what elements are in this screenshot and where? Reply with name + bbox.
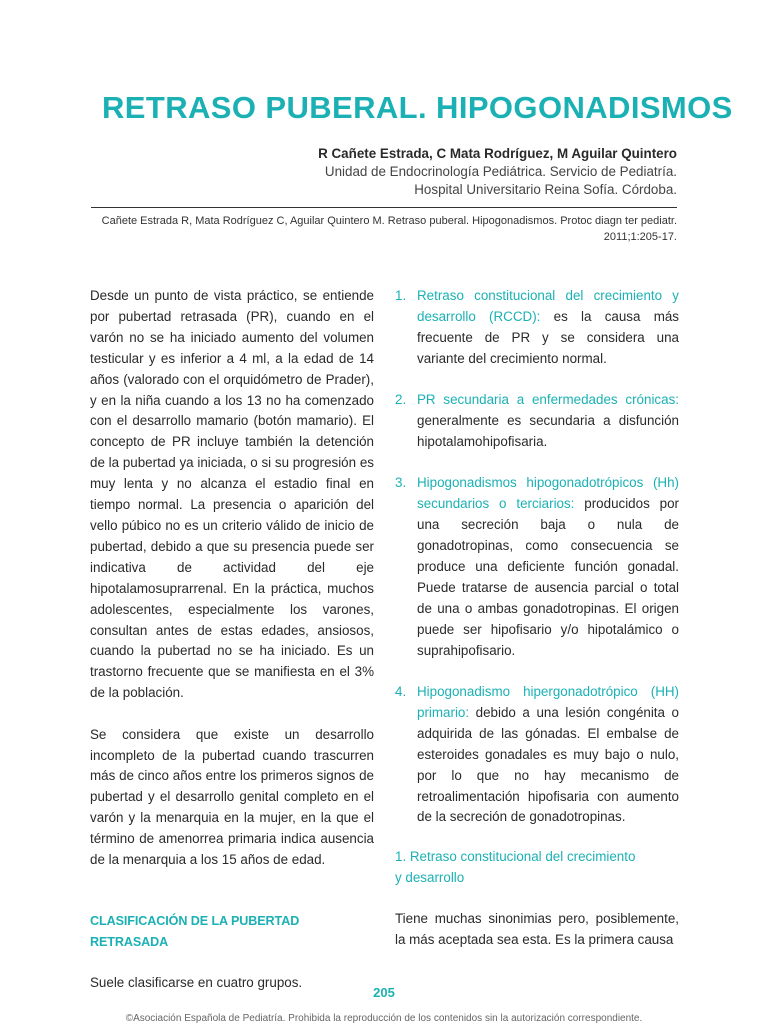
list-number: 4.	[395, 684, 407, 699]
header-divider	[91, 207, 677, 208]
list-heading: Hipogonadismos hipogonadotrópicos (Hh) secundarios o terciarios:	[417, 475, 679, 512]
list-body	[417, 682, 679, 828]
list-body	[417, 286, 679, 370]
list-number: 2.	[395, 392, 407, 408]
citation: Cañete Estrada R, Mata Rodríguez C, Aguilar Quintero M. Retraso puberal. Hipogonadismos. Protoc diagn ter pediatr. 2011;1:205-17.	[101, 215, 677, 243]
list-body	[417, 473, 679, 661]
subsection-line-2: y desarrollo	[395, 870, 465, 886]
article-title: RETRASO PUBERAL. HIPOGONADISMOS	[102, 90, 733, 125]
list-text: debido a una lesión congénita o adquirida de las gónadas. El embalse de esteroides gonadales es muy bajo o nulo, por lo que no hay mecanismo de retroalimentación hipofisaria con aumento de la secreción de gonadotropinas.	[417, 704, 679, 825]
intro-paragraph: Desde un punto de vista práctico, se entiende por pubertad retrasada (PR), cuando en el varón no se ha iniciado aumento del volumen testicular y es inferior a 4 ml, a la edad de 14 años (valorado con el orquidómetro de Prader), y en la niña cuando a los 13 no ha comenzado con el desarrollo mamario (botón mamario). El concepto de PR incluye también la detención de la pubertad ya iniciada, o si su progresión es muy lenta y no alcanza el estadio final en tiempo normal. La presencia o aparición del vello púbico no es un criterio válido de inicio de pubertad, debido a que su presencia puede ser indicativa de actividad del eje hipotalamosuprarrenal. En la práctica, muchos adolescentes, especialmente los varones, consultan antes de estas edades, ansiosos, cuando la pubertad no se ha iniciado. Es un trastorno frecuente que se manifiesta en el 3% de la población.	[90, 288, 374, 701]
list-item	[395, 390, 679, 453]
authors-block	[117, 145, 677, 199]
list-number: 3.	[395, 475, 407, 491]
list-heading: Hipogonadismo hipergonadotrópico (HH) primario:	[417, 684, 679, 720]
list-text: es la causa más frecuente de PR y se considera una variante del crecimiento normal.	[417, 308, 679, 366]
list-item	[395, 473, 679, 661]
subsection-paragraph: Tiene muchas sinonimias pero, posiblemente, la más aceptada sea esta. Es la primera causa	[395, 911, 679, 948]
right-column	[395, 286, 679, 951]
classification-intro: Suele clasificarse en cuatro grupos.	[90, 974, 303, 990]
list-number: 1.	[395, 288, 407, 303]
list-heading: Retraso constitucional del crecimiento y desarrollo (RCCD):	[417, 288, 679, 324]
subsection-line-1: 1. Retraso constitucional del crecimiento	[395, 849, 636, 865]
list-item	[395, 682, 679, 828]
subsection-heading	[395, 847, 679, 889]
page-number: 205	[373, 985, 395, 1000]
authors: R Cañete Estrada, C Mata Rodríguez, M Aguilar Quintero	[318, 146, 677, 161]
affiliation-line-1: Unidad de Endocrinología Pediátrica. Servicio de Pediatría.	[324, 164, 677, 179]
left-column	[90, 286, 374, 994]
list-item	[395, 286, 679, 370]
incomplete-development-paragraph: Se considera que existe un desarrollo incompleto de la pubertad cuando trascurren más de cinco años entre los primeros signos de pubertad y el desarrollo genital completo en el varón y la menarquia en la mujer, en la que el término de amenorrea primaria indica ausencia de la menarquia a los 15 años de edad.	[90, 726, 374, 868]
section-heading: CLASIFICACIÓN DE LA PUBERTAD RETRASADA	[90, 913, 300, 949]
list-heading: PR secundaria a enfermedades crónicas:	[417, 392, 679, 408]
list-body	[417, 390, 679, 453]
affiliation-line-2: Hospital Universitario Reina Sofía. Córdoba.	[414, 182, 677, 197]
list-text: generalmente es secundaria a disfunción hipotalamohipofisaria.	[417, 413, 679, 449]
list-text: producidos por una secreción baja o nula de gonadotropinas, como consecuencia se produce una deficiente función gonadal. Puede tratarse de ausencia parcial o total de una o ambas gonadotropinas. El origen puede ser hipofisario y/o hipotalámico o suprahipofisario.	[417, 496, 679, 658]
copyright-notice: ©Asociación Española de Pediatría. Prohibida la reproducción de los contenidos sin la autorización correspondiente.	[125, 1013, 643, 1024]
